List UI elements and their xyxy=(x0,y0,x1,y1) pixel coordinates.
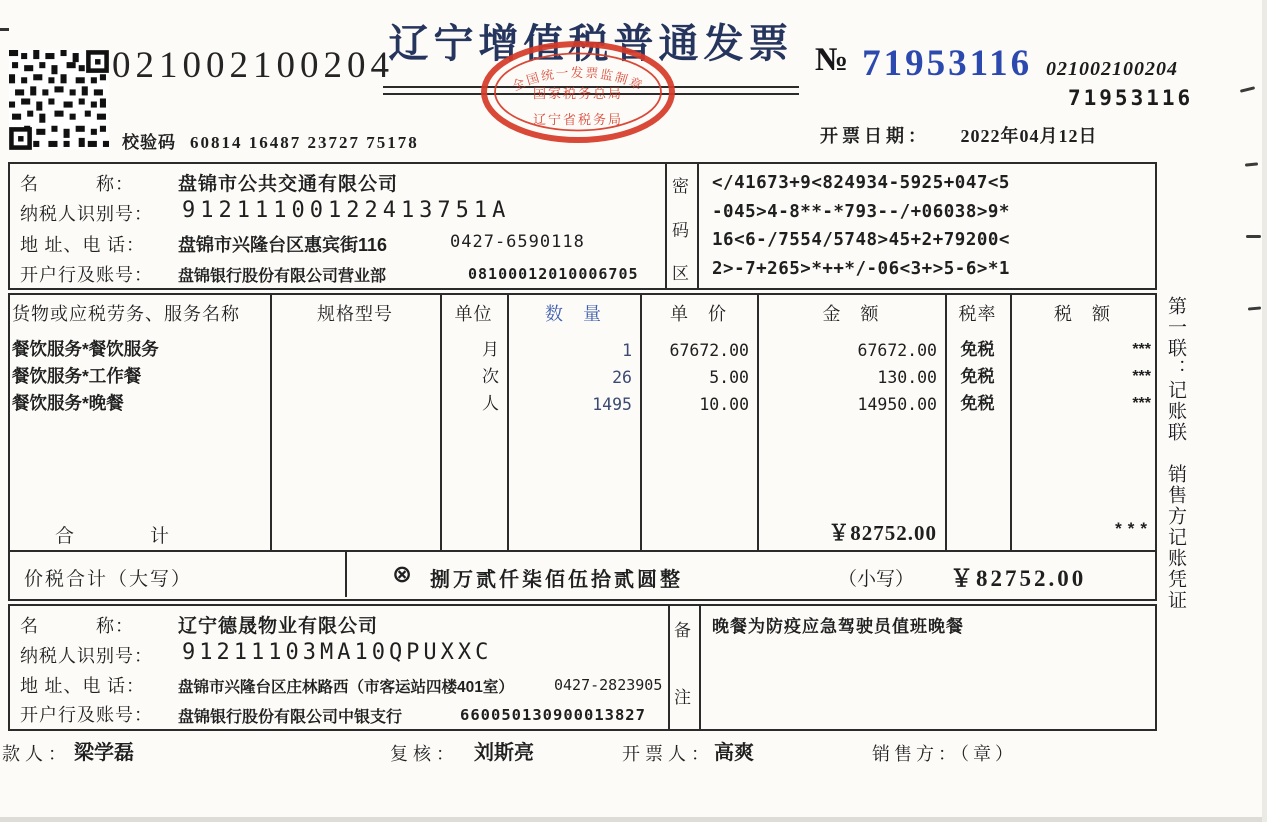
buyer-name: 盘锦市公共交通有限公司 xyxy=(178,174,399,195)
grand-total-small-label: （小写） xyxy=(838,569,915,590)
table-row-2-name: 餐饮服务*工作餐 xyxy=(12,366,142,386)
table-row-3-qty: 1495 xyxy=(592,395,632,414)
table-row-2-unit: 次 xyxy=(482,367,499,386)
total-tax: *** xyxy=(1115,519,1153,538)
buyer-account: 08100012010006705 xyxy=(468,265,639,283)
tax-bureau-oval-stamp xyxy=(478,38,678,146)
issue-date-row xyxy=(820,122,1098,148)
scan-edge-mark xyxy=(0,28,9,31)
seller-remark-divider xyxy=(668,604,670,731)
circled-cross-symbol: ⊗ xyxy=(392,561,413,588)
table-row-2-qty: 26 xyxy=(612,368,632,387)
grand-total-figures: ￥82752.00 xyxy=(950,566,1087,591)
issue-date-label: 开票日期： xyxy=(820,126,930,146)
seller-phone: 0427-2823905 xyxy=(554,676,663,694)
col-line-4 xyxy=(640,295,642,550)
seller-address-label: 地 址、电 话： xyxy=(20,676,145,696)
seller-taxid: 91211103MA10QPUXXC xyxy=(182,640,493,665)
table-header-unit: 单位 xyxy=(454,304,493,324)
drawer-label: 开票人： xyxy=(622,744,714,764)
col-line-6 xyxy=(945,295,947,550)
table-row-1-price: 67672.00 xyxy=(669,341,749,360)
payee-name: 梁学磊 xyxy=(74,742,134,764)
table-row-2-taxrate: 免税 xyxy=(960,367,995,386)
grand-total-label: 价税合计（大写） xyxy=(24,569,193,590)
table-row-1-qty: 1 xyxy=(622,341,632,360)
buyer-bank-label: 开户行及账号： xyxy=(20,265,153,285)
table-row-2-price: 5.00 xyxy=(709,368,749,387)
no-label: № xyxy=(815,42,849,78)
table-header-price: 单 价 xyxy=(670,304,727,324)
seller-bank-label: 开户行及账号： xyxy=(20,705,153,725)
seller-address: 盘锦市兴隆台区庄林路西（市客运站四楼401室） xyxy=(178,679,514,696)
reviewer-name: 刘斯亮 xyxy=(474,742,534,764)
invoice-code-top: 021002100204 xyxy=(112,45,394,86)
copy-strip-text: 第一联：记账联 销售方记账凭证 xyxy=(1165,296,1186,611)
table-row-3-name: 餐饮服务*晚餐 xyxy=(12,393,124,413)
code-small-right: 021002100204 xyxy=(1046,58,1178,80)
col-line-1 xyxy=(270,295,272,550)
table-row-1-taxrate: 免税 xyxy=(960,340,995,359)
qr-code-image xyxy=(8,50,110,150)
scan-edge-dash-3 xyxy=(1246,235,1261,238)
table-row-3-unit: 人 xyxy=(482,394,499,413)
scan-edge-dash-1 xyxy=(1240,86,1255,93)
col-line-5 xyxy=(757,295,759,550)
table-header-tax: 税 额 xyxy=(1054,304,1111,324)
payee-label: 款人： xyxy=(2,744,71,764)
buyer-password-divider xyxy=(665,162,667,290)
buyer-taxid-label: 纳税人识别号： xyxy=(20,204,153,224)
seller-sign-label: 销售方：（章） xyxy=(872,744,1017,764)
table-header-amount: 金 额 xyxy=(822,304,880,324)
col-line-3 xyxy=(507,295,509,550)
password-area-label: 密 码 区 xyxy=(672,177,689,283)
scan-edge-dash-4 xyxy=(1248,306,1261,310)
table-header-qty: 数 量 xyxy=(545,304,602,324)
total-amount: ￥82752.00 xyxy=(828,521,937,545)
scan-right-shade xyxy=(1262,0,1267,822)
password-line-3: 16<6-/7554/5748>45+2+79200< xyxy=(712,230,1010,250)
seller-account: 660050130900013827 xyxy=(460,706,646,724)
drawer-name: 高爽 xyxy=(714,742,754,764)
table-row-3-tax: *** xyxy=(1132,395,1151,412)
seller-name-label: 名 称： xyxy=(20,616,134,636)
table-row-3-price: 10.00 xyxy=(699,395,749,414)
table-header-taxrate: 税率 xyxy=(958,304,997,324)
table-row-1-tax: *** xyxy=(1132,341,1151,358)
check-code-value: 60814 16487 23727 75178 xyxy=(190,133,419,152)
table-row-1-unit: 月 xyxy=(482,340,499,359)
password-area-content xyxy=(712,169,1010,283)
grand-total-divider xyxy=(345,550,347,597)
table-row-3-taxrate: 免税 xyxy=(960,394,995,413)
password-line-2: -045>4-8**-*793--/+06038>9* xyxy=(712,201,1010,222)
total-label: 合 计 xyxy=(55,526,170,547)
seller-name: 辽宁德晟物业有限公司 xyxy=(178,616,379,637)
table-row-1-name: 餐饮服务*餐饮服务 xyxy=(12,339,159,359)
seller-bank: 盘锦银行股份有限公司中银支行 xyxy=(178,709,403,726)
invoice-no: 71953116 xyxy=(862,43,1033,84)
table-header-item-name: 货物或应税劳务、服务名称 xyxy=(12,304,240,324)
stamp-arc-text: 全国统一发票监制章 xyxy=(510,65,646,94)
password-line-1: </41673+9<824934-5925+047<5 xyxy=(712,173,1010,193)
scan-bottom-shade xyxy=(0,817,1267,822)
buyer-address-label: 地 址、电 话： xyxy=(20,235,145,255)
remark-text: 晚餐为防疫应急驾驶员值班晚餐 xyxy=(712,617,964,636)
buyer-bank: 盘锦银行股份有限公司营业部 xyxy=(178,268,387,285)
check-code-label: 校验码 xyxy=(122,133,176,152)
scan-edge-dash-2 xyxy=(1245,162,1258,166)
col-line-7 xyxy=(1010,295,1012,550)
table-row-2-tax: *** xyxy=(1132,368,1151,385)
seller-taxid-label: 纳税人识别号： xyxy=(20,646,153,666)
table-row-3-amount: 14950.00 xyxy=(857,395,937,414)
col-line-2 xyxy=(440,295,442,550)
buyer-name-label: 名 称： xyxy=(20,174,134,194)
remark-label-divider xyxy=(699,604,701,731)
buyer-taxid: 91211100122413751A xyxy=(182,198,511,223)
table-row-1-amount: 67672.00 xyxy=(857,341,937,360)
check-code-row xyxy=(122,128,419,153)
reviewer-label: 复核： xyxy=(390,744,459,764)
password-line-4: 2>-7+265>*++*/-06<3+>5-6>*1 xyxy=(712,258,1010,279)
invoice-no-row xyxy=(815,42,1032,85)
table-row-2-amount: 130.00 xyxy=(877,368,937,387)
table-header-spec: 规格型号 xyxy=(317,304,393,324)
grand-total-words: 捌万贰仟柒佰伍拾贰圆整 xyxy=(430,569,683,591)
table-bottom-line xyxy=(8,550,1157,552)
remark-label: 备 注 xyxy=(674,621,691,707)
buyer-address: 盘锦市兴隆台区惠宾街116 xyxy=(178,235,388,255)
issue-date-value: 2022年04月12日 xyxy=(960,126,1098,146)
password-label-divider xyxy=(697,162,699,290)
stamp-middle-text: 国家税务总局 xyxy=(532,86,624,101)
invoice-title: 辽宁增值税普通发票 xyxy=(388,21,794,66)
buyer-phone: 0427-6590118 xyxy=(450,232,585,252)
no-small-right: 71953116 xyxy=(1068,86,1194,110)
stamp-bottom-text: 辽宁省税务局 xyxy=(532,112,624,127)
